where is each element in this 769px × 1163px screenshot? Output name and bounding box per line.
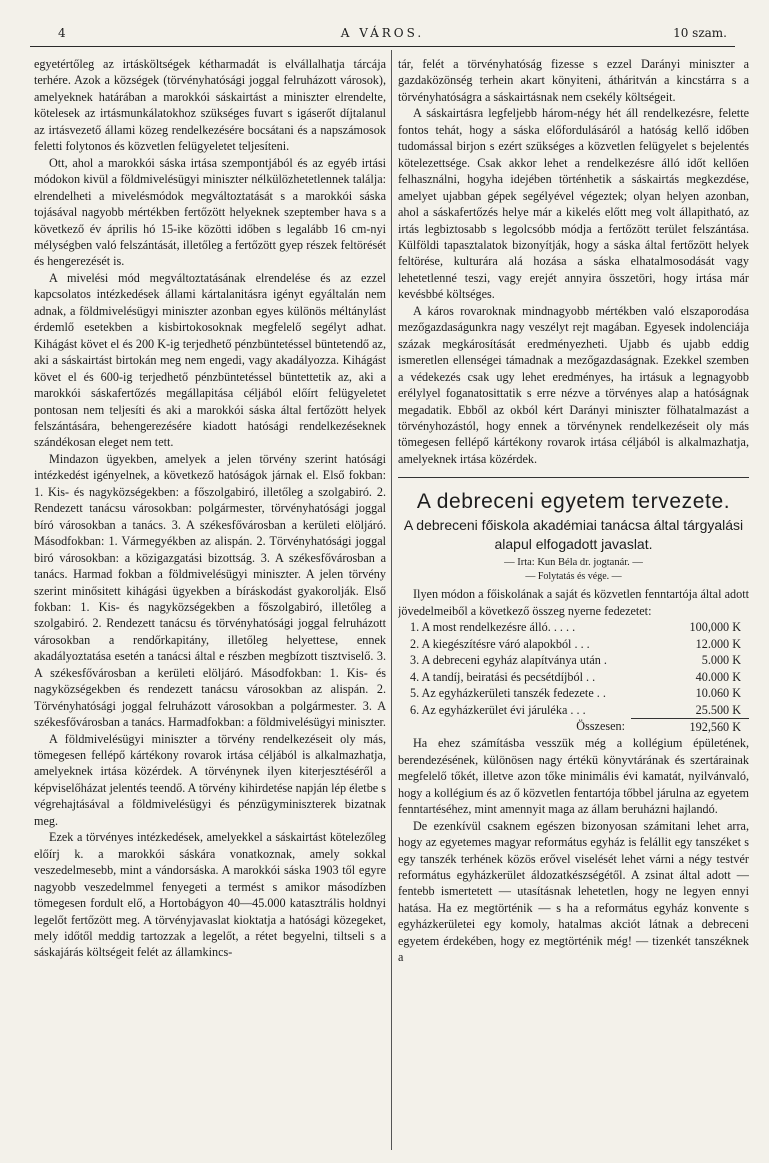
article-intro: Ilyen módon a főiskolának a saját és közvetlen fenntartója által adott jövedelmeiből a következő összeg nyerne fedezetet: [398, 587, 749, 618]
table-row [398, 685, 749, 701]
table-row [398, 652, 749, 668]
table-row [398, 702, 749, 719]
funding-amount: 40.000 K [695, 669, 741, 684]
total-amount: 192,560 K [631, 718, 749, 735]
right-column [398, 56, 749, 1156]
funding-label: 6. Az egyházkerület évi járuléka . . . [410, 702, 586, 717]
left-paragraph: A földmivelésügyi miniszter a törvény rendelkezéseit oly más, tömegesen fellépő kártékony rovarok irtása céljából is alkalmazhatja, amelyeknek irtása közérdek. A törvénynek ilyen kiterjesztéséről a képviselőházat jelentés teendő. A törvény kihirdetése napján lép életbe s végrehajtásával a földmivelésügyi és pénzügyminiszterek bizatnak meg. [34, 731, 386, 828]
right-paragraph: tár, felét a törvényhatóság fizesse s ezzel Darányi miniszter a gazdaközönség terhein akart könyiteni, átháritván a kincstárra s a törvényhatóságra a sáskairtásnak nem csekély költségeit. [398, 57, 749, 104]
funding-label: 1. A most rendelkezésre álló. . . . . [410, 620, 576, 635]
article-subtitle: A debreceni főiskola akadémiai tanácsa által tárgyalási alapul elfogadott javaslat. [403, 517, 744, 553]
funding-amount: 25.500 K [695, 702, 741, 717]
left-paragraph: Ott, ahol a marokkói sáska irtása szempontjából és az egyéb irtási módokon kivül a földmivelésügyi miniszter nélkülözhetetlennek találja: elrendelheti a mivelésmódok megváltoztatását s a marokkói sáska tojásával nagyobb mértékben fertőzött helyeknek szeptember hava s a következő év április hó 15-ike közötti időben s legalább 16 cm-nyi mélységben való felszántását, illetőleg a fertőzött gyep részek feltörését és hengerezését is. [34, 155, 386, 269]
column-divider [391, 50, 392, 1150]
article-title: A debreceni egyetem tervezete. [416, 490, 731, 514]
page-header [30, 20, 735, 47]
left-paragraph: Mindazon ügyekben, amelyek a jelen törvény szerint hatósági intézkedést igényelnek, a következő hatóságok járnak el. Első fokban: 1. Kis- és nagyközségekben: a főszolgabiró, illetőleg a szolgabiró. 2. Rendezett tanácsu városokban: polgármester, törvényhatósági joggal bíró városokban a tanács. 3. A székesfővárosban a kerületi elöljáró. Másodfokban: 1. Vármegyékben az alispán. 2. Törvényhatósági joggal biró városokban: a közigazgatási bizottság. 3. A székesfővárosban a tanács. Harmad fokban a földmivelésügyi miniszter. A jelen törvény szerint minősitett kihágási ügyekben a bíráskodást gyakorolják. Első fokban: 1. Kis- és nagyközségekben a főszolgabiró, illetőleg a szolgabiró. 2. Rendezett tanácsu és törvényhatósági joggal felruházott városokban a rendőrkapitány, illetőleg helyettese, ennek akadályoztatása esetén a tanácsi által e részben megbízott tisztviselő. 3. A székesfővárosban a kerületi elöljáró. Másodfokban: 1. Kis- és nagyközségekben és rendezett tanácsu városokban az alispán. 2. Törvényhatósági joggal felruházott városokban a polgármester. 3. A székesfővárosban a tanács. Harmadfokban: a földmivelésügyi miniszter. [34, 451, 386, 730]
newspaper-title: A VÁROS. [340, 26, 425, 40]
right-paragraph: A sáskairtásra legfeljebb három-négy hét áll rendelkezésre, felette fontos tehát, hogy a sáska előfordulásáról a hatóság kellő időben tudomással birjon s ezért szükséges a közvetlen felügyelet s bejelentés kötelezettsége. Csak akkor lehet a rendelkezésre álló időt kellően felhasználni, hogyha idejében történhetik a sáskairtás megkezdése, amelyet ujabban gépek segélyével végeztek; olyan helyen azonban, ahol a sáskafertőzés helye már a kikelés előtt meg volt állapitható, az irtás legbiztosabb s legolcsóbb módja a fertőzött terület felszántása. Külföldi tapasztalatok bizonyítják, hogy a sáska által fertőzött helyek feltörése, kulturára alá hozása a sáska elhatalmosodását vagy lehetetlenné teszi, vagy erejét annyira összetöri, hogy irtása már kevésbbé költséges. [398, 106, 749, 302]
left-paragraph: egyetértőleg az irtásköltségek kétharmadát is elvállalhatja tárcája terhére. Azok a községek (törvényhatósági joggal felruházott városok), amelyeknek határában a marokkói sáskairtást a miniszter elrendelte, kötelesek az irtásmunkálatokhoz szükséges fuvart s igáserőt díjtalanul az irtásvezető állami közeg rendelkezésére bocsátani és a napszámosok feletti folytonos és közvetlen felügyeletet teljesíteni. [34, 57, 386, 154]
funding-label: 2. A kiegészítésre váró alapokból . . . [410, 636, 590, 651]
page-number: 4 [58, 26, 66, 40]
funding-amount: 10.060 K [695, 686, 741, 701]
right-paragraph: A káros rovaroknak mindnagyobb mértékben való elszaporodása mezőgazdaságunkra nagy veszélyt rejt magában. Egyesek indolenciája százak megkárosítását eredményezheti. Ujabb és ujabb eddig ismeretlen ellenségei támadnak a mezőgazdaságnak. Ezekkel szemben a védekezés csak ugy lehet eredményes, ha irtásuk a legnagyobb erélylyel foganatosittatik s erre nézve a törvényes alap a hatóságnak megadatik. Ebből az okból kért Darányi miniszter fölhatalmazást a törvényhozástól, hogy ennek a törvénynek rendelkezéseit oly más tömegesen fellépő kártékony rovarok irtása céljából is alkalmazhatja, amelyeknek irtása közérdek. [398, 303, 749, 466]
funding-label: 4. A tandíj, beiratási és pecsétdíjból . . [410, 669, 596, 684]
issue-number: 10 szam. [673, 26, 727, 40]
funding-label: 3. A debreceni egyház alapítványa után . [410, 653, 607, 668]
article-byline: — Irta: Kun Béla dr. jogtanár. — [504, 557, 643, 569]
table-row [398, 619, 749, 635]
article-paragraph: De ezenkívül csaknem egészen bizonyosan számitani lehet arra, hogy az egyetemes magyar református egyház is felállit egy tanszéket s egy tanszék terhének közös erővel viselését lehet várni a négy testvér református egyházkerület áldozatkészségétől. A zsinat által adott — fentebb ismertetett — utasításnak lehetetlen, hogy ne legyen ennyi hatása. Ha ez megtörténik — s ha a református egyház konvente s egyházkerületei egy komoly, hatalmas akciót látnak a debreceni egyetem érdekében, hogy ez megtörténik még! — tizenkét tanszéknek a [398, 818, 749, 965]
left-paragraph: A mivelési mód megváltoztatásának elrendelése és az ezzel kapcsolatos intézkedések állami kártalanitásra igényt egyáltalán nem adnak, a földmivelésügyi miniszter azonban egyes különös méltánylást érdemlő esetekben a kisbirtokosoknak megfelelő segélyt adhat. Kihágást követ el és 200 K-ig terjedhető pénzbüntetéssel büntetendő az, aki a sáskairtást birtokán meg nem engedi, vagy akadályozza. Kihágást követ el és 600-ig terjedhető pénzbüntetéssel büntettetik az, aki a marokkói sáskafertőzés megállapitása céljából előírt felügyeletet pontosan nem teljesíti és aki a marokkói sáska által fertőzött helyek felszántására, behengerezésére kiadott hatósági rendelkezéseknek szándékosan eleget nem tett. [34, 270, 386, 450]
article-separator [398, 477, 749, 478]
left-paragraph: Ezek a törvényes intézkedések, amelyekkel a sáskairtást kötelezőleg előírj k. a marokkói sáskára vonatkoznak, amely sokkal veszedelmesebb, mint a vándorsáska. A marokkói sáska 1903 től egyre nagyobb veszedelmmel fenyegeti a termést s amikor másodízben tömegesen fordult elő, a Hortobágyon 40—45.000 katasztrális holdnyi legelőt fertőzött meg. A törvényjavaslat kioktatja a hatósági közegeket, mely időtől meddig tartozzak a legelőt, a rétet begyelni, tiltseli s a sáskajárás költségeit felét az államkincs- [34, 830, 386, 960]
left-column [34, 56, 386, 1156]
article-paragraph: Ha ehez számításba vesszük még a kollégium épületének, berendezésének, különösen nagy értékü könyvtárának és szertárainak megfelelő tőkét, illetve azon tőke minimális évi kamatát, nyilvánvaló, hogy a kollégium és az ő közvetlen fentartója tőbbel járulna az egyetem fenntartéséhez, mint amennyit maga az állam beruházni hajlandó. [398, 736, 749, 817]
funding-label: 5. Az egyházkerületi tanszék fedezete . . [410, 686, 606, 701]
continued-note: — Folytatás és vége. — [525, 571, 622, 583]
funding-amount: 100,000 K [689, 620, 741, 635]
total-label: Összesen: [576, 719, 625, 734]
table-row [398, 636, 749, 652]
total-row [398, 718, 749, 735]
funding-amount: 12.000 K [695, 636, 741, 651]
table-row [398, 669, 749, 685]
funding-table [398, 619, 749, 735]
funding-amount: 5.000 K [701, 653, 741, 668]
